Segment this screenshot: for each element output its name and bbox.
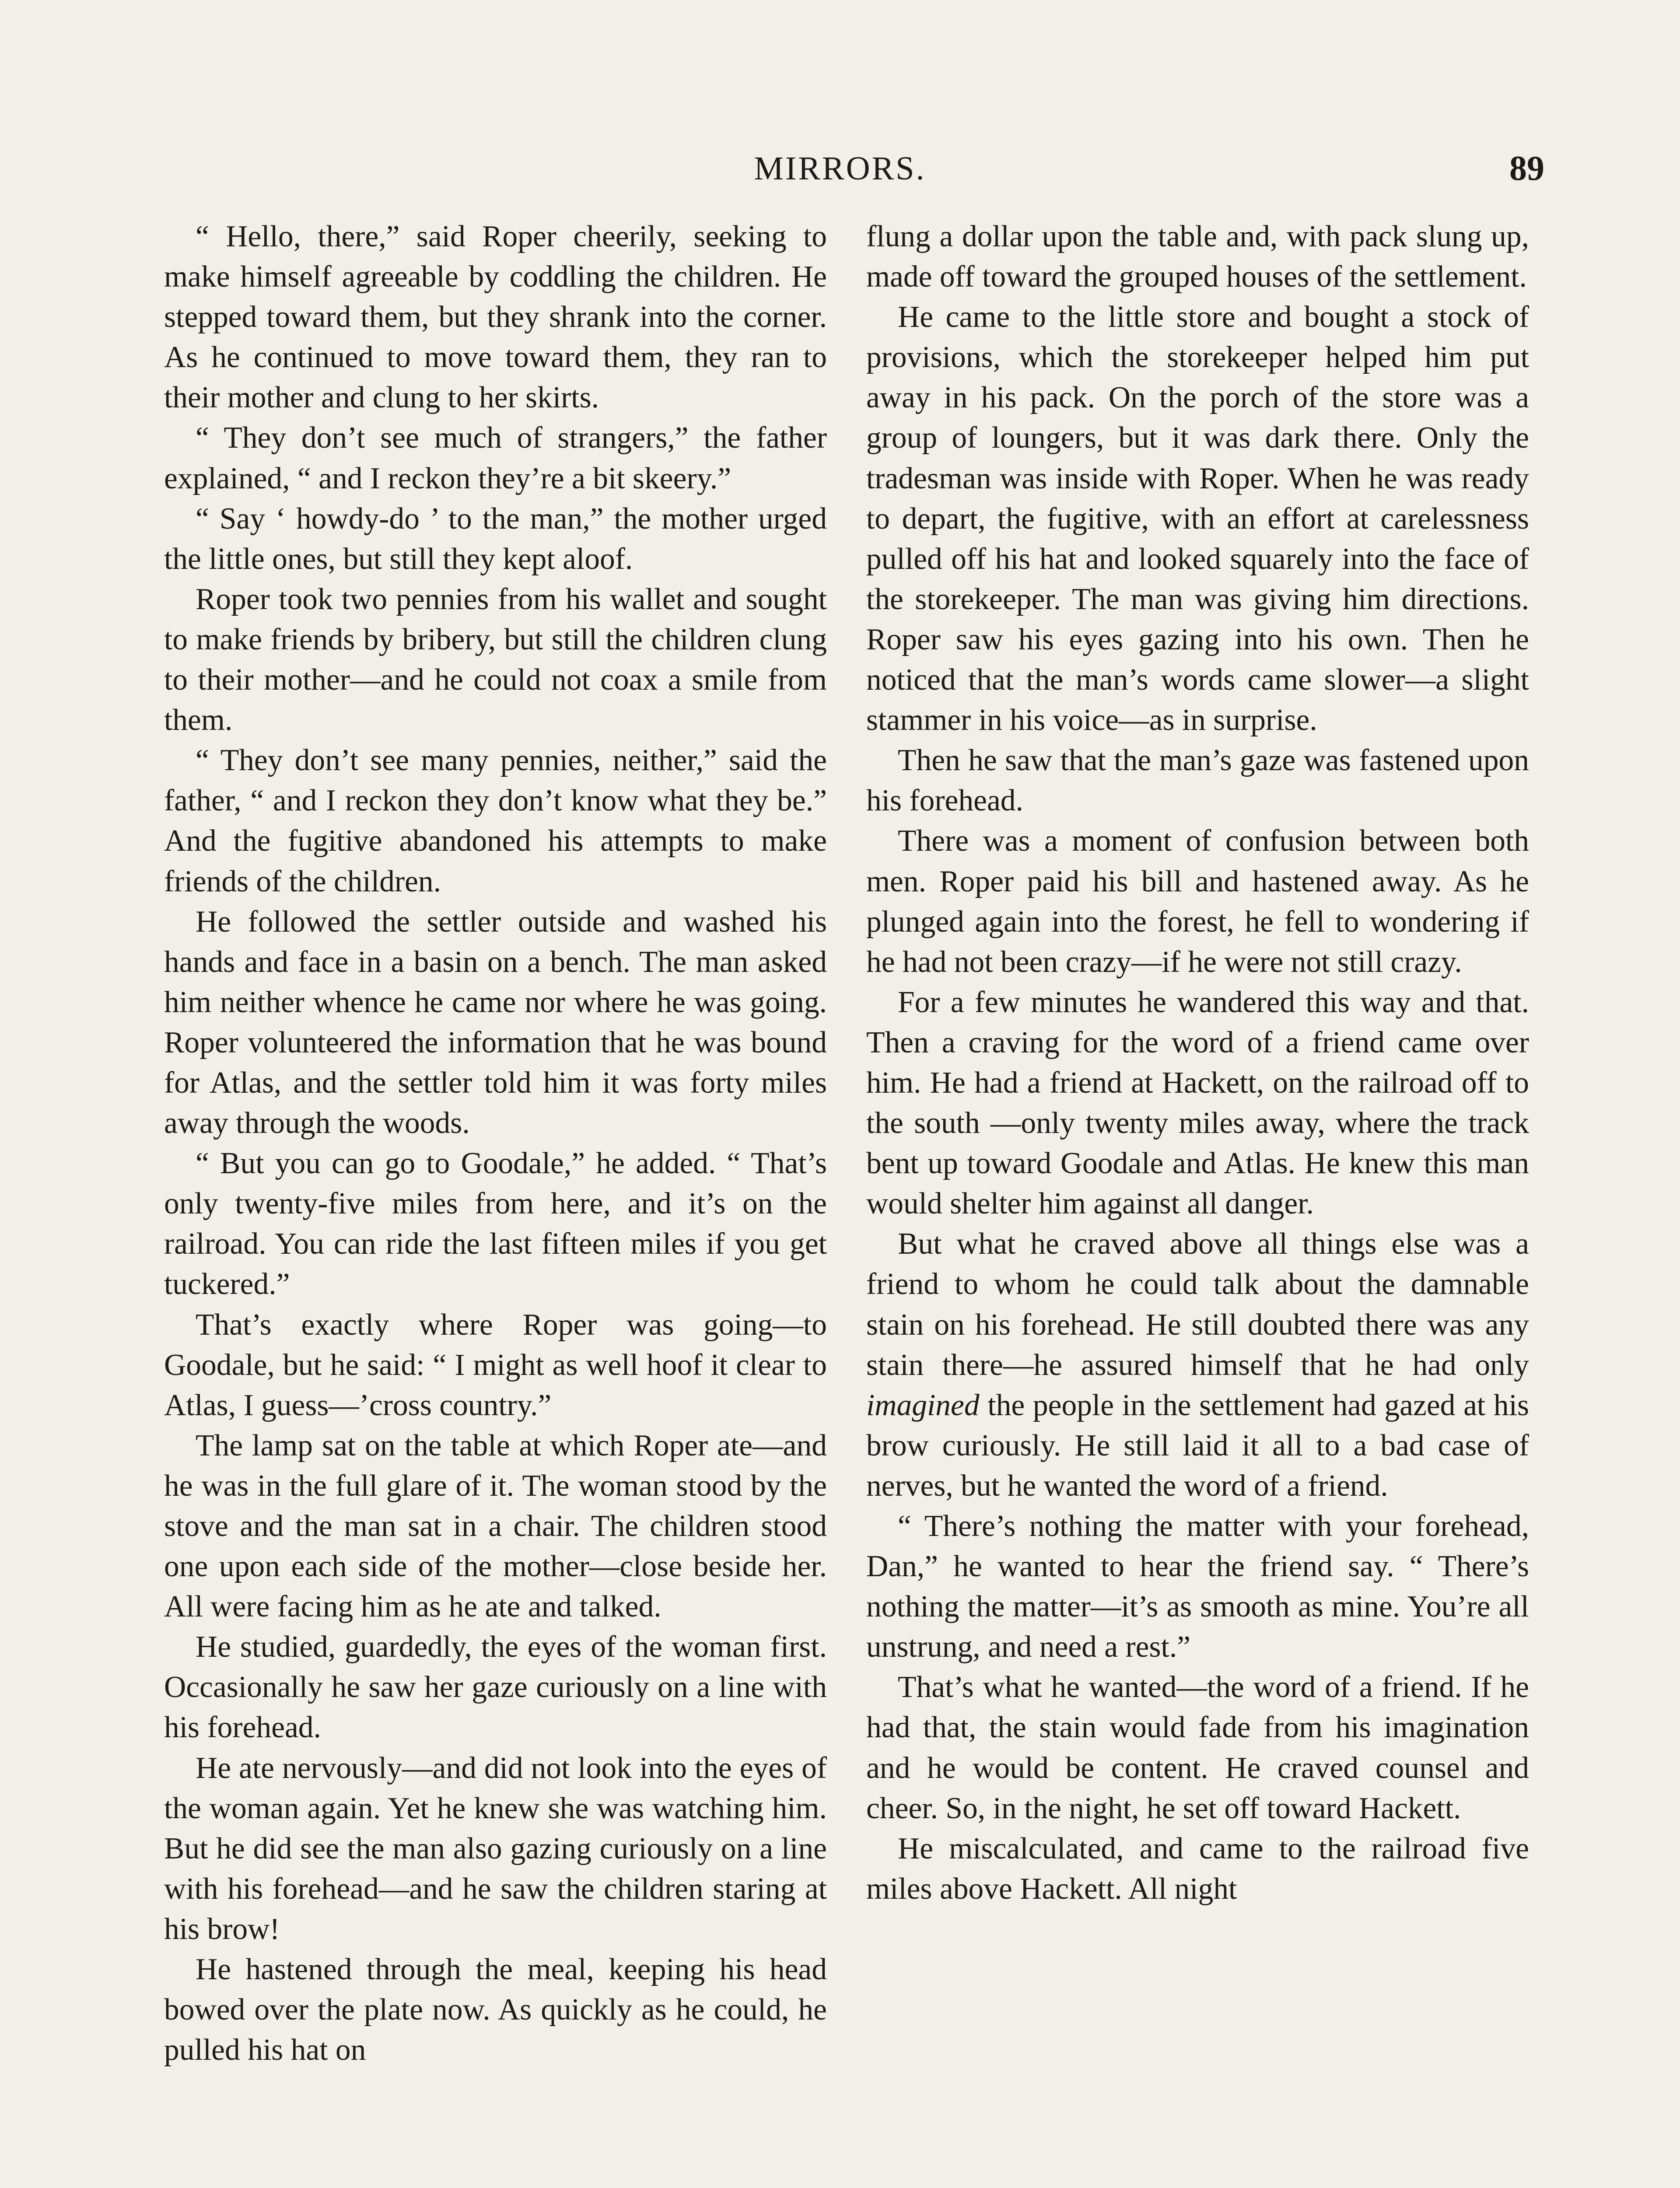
paragraph-text: But what he craved above all things else was a friend to whom he could talk about the damnable stain on his forehead. He still doubted there was any stain there—he assured himself that he had only <box>866 1227 1529 1382</box>
paragraph: He came to the little store and bought a stock of provisions, which the storekeeper helped him put away in his pack. On the porch of the store was a group of loungers, but it was dark there. Only the tradesman was inside with Roper. When he was ready to depart, the fugitive, with an effort at carelessness pulled off his hat and looked squarely into the face of the storekeeper. The man was giving him directions. Roper saw his eyes gazing into his own. Then he noticed that the man’s words came slower—a slight stammer in his voice—as in surprise. <box>866 300 1529 737</box>
running-head <box>0 144 1680 193</box>
paragraph-text: the people in the settlement had gazed at his brow curiously. He still laid it all to a bad case of nerves, but he wanted the word of a friend. <box>866 1388 1529 1503</box>
paragraph: That’s exactly where Roper was going—to Goodale, but he said: “ I might as well hoof it clear to Atlas, I guess—’cross country.” <box>164 1308 827 1422</box>
paragraph: Roper took two pennies from his wallet and sought to make friends by bribery, but still the children clung to their mother—and he could not coax a smile from them. <box>164 582 827 737</box>
right-column <box>866 217 1529 1909</box>
paragraph <box>866 1224 1529 1506</box>
paragraph: “ They don’t see many pennies, neither,” said the father, “ and I reckon they don’t know what they be.” And the fugitive abandoned his attempts to make friends of the children. <box>164 743 827 898</box>
paragraph: The lamp sat on the table at which Roper ate—and he was in the full glare of it. The woman stood by the stove and the man sat in a chair. The children stood one upon each side of the mother—close beside her. All were facing him as he ate and talked. <box>164 1428 827 1624</box>
paragraph: He ate nervously—and did not look into the eyes of the woman again. Yet he knew she was watching him. But he did see the man also gazing curiously on a line with his forehead—and he saw the children staring at his brow! <box>164 1751 827 1946</box>
running-title: MIRRORS. <box>754 150 926 187</box>
paragraph: He studied, guardedly, the eyes of the woman first. Occasionally he saw her gaze curiously on a line with his forehead. <box>164 1630 827 1745</box>
paragraph: “ There’s nothing the matter with your forehead, Dan,” he wanted to hear the friend say. “ There’s nothing the matter—it’s as smooth as mine. You’re all unstrung, and need a rest.” <box>866 1509 1529 1664</box>
paragraph: For a few minutes he wandered this way and that. Then a craving for the word of a friend came over him. He had a friend at Hackett, on the railroad off to the south —only twenty miles away, where the track bent up toward Goodale and Atlas. He knew this man would shelter him against all danger. <box>866 985 1529 1221</box>
paragraph: He followed the settler outside and washed his hands and face in a basin on a bench. The man asked him neither whence he came nor where he was going. Roper volunteered the information that he was bound for Atlas, and the settler told him it was forty miles away through the woods. <box>164 905 827 1140</box>
page-number: 89 <box>1509 149 1544 188</box>
paragraph: “ But you can go to Goodale,” he added. “ That’s only twenty-five miles from here, and it’s on the railroad. You can ride the last fifteen miles if you get tuckered.” <box>164 1147 827 1301</box>
paragraph: There was a moment of confusion between both men. Roper paid his bill and hastened away. As he plunged again into the forest, he fell to wondering if he had not been crazy—if he were not still crazy. <box>866 824 1529 979</box>
paragraph: “ Hello, there,” said Roper cheerily, seeking to make himself agreeable by coddling the children. He stepped toward them, but they shrank into the corner. As he continued to move toward them, they ran to their mother and clung to her skirts. <box>164 220 827 415</box>
paragraph: He hastened through the meal, keeping his head bowed over the plate now. As quickly as he could, he pulled his hat on <box>164 1953 827 2067</box>
paragraph: “ Say ‘ howdy-do ’ to the man,” the mother urged the little ones, but still they kept aloof. <box>164 501 827 576</box>
left-column <box>164 217 827 2070</box>
paragraph: He miscalculated, and came to the railroad five miles above Hackett. All night <box>866 1831 1529 1906</box>
paragraph: That’s what he wanted—the word of a friend. If he had that, the stain would fade from his imagination and he would be content. He craved counsel and cheer. So, in the night, he set off toward Hackett. <box>866 1670 1529 1825</box>
paragraph: Then he saw that the man’s gaze was fastened upon his forehead. <box>866 743 1529 818</box>
continued-paragraph: flung a dollar upon the table and, with pack slung up, made off toward the grouped houses of the settlement. <box>866 220 1529 294</box>
italic-emphasis: imagined <box>866 1388 980 1422</box>
paragraph: “ They don’t see much of strangers,” the father explained, “ and I reckon they’re a bit skeery.” <box>164 421 827 495</box>
